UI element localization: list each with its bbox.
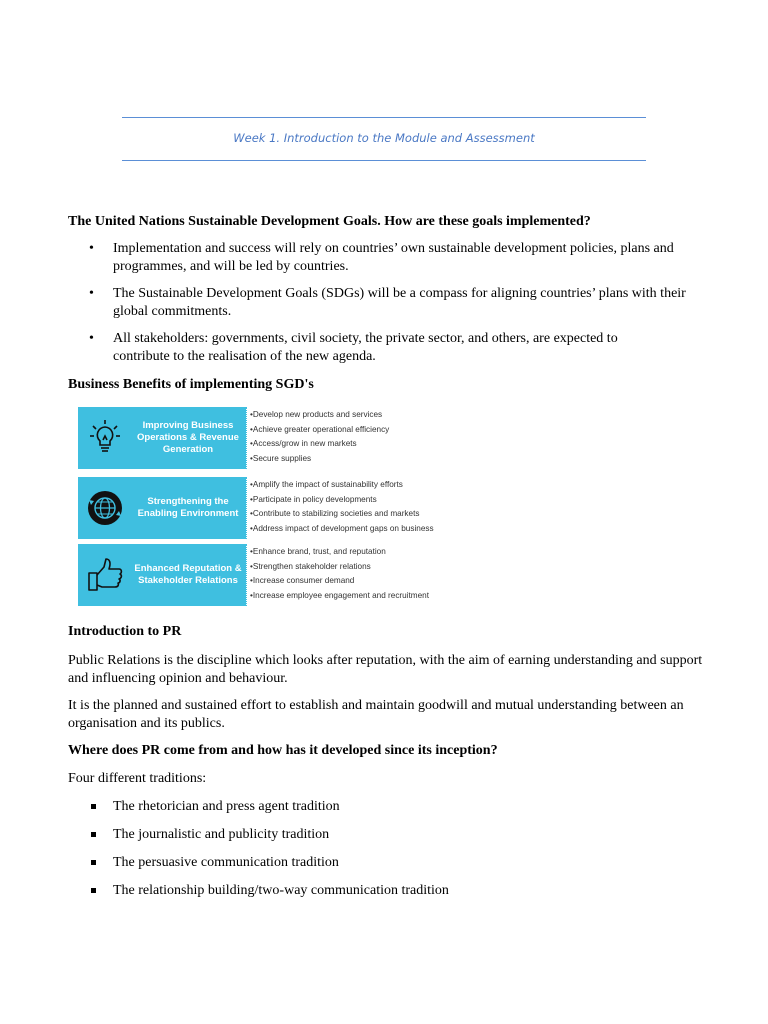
divider	[246, 477, 247, 539]
pr-heading: Introduction to PR	[68, 624, 182, 639]
list-item: • Participate in policy developments	[250, 493, 434, 508]
list-item: The relationship building/two-way communication tradition	[68, 882, 708, 900]
sdg-heading: The United Nations Sustainable Development Goals. How are these goals implemented?	[68, 214, 591, 229]
benefit-label: Enhanced Reputation & Stakeholder Relations	[134, 563, 242, 586]
header-bottom-rule	[122, 160, 646, 161]
business-benefits-graphic	[78, 407, 468, 607]
list-item: • Address impact of development gaps on business	[250, 522, 434, 537]
benefit-points	[250, 408, 389, 466]
list-item: • Access/grow in new markets	[250, 437, 389, 452]
traditions-list	[68, 798, 708, 900]
list-item: • Enhance brand, trust, and reputation	[250, 545, 429, 560]
divider	[246, 544, 247, 606]
benefit-points	[250, 478, 434, 536]
thumbs-up-icon	[78, 544, 132, 606]
list-item: The persuasive communication tradition	[68, 854, 708, 872]
benefit-row	[78, 477, 468, 539]
benefit-badge	[78, 407, 246, 469]
list-item: • Increase consumer demand	[250, 574, 429, 589]
list-item: • Develop new products and services	[250, 408, 389, 423]
list-item: • Secure supplies	[250, 452, 389, 467]
list-item: • Strengthen stakeholder relations	[250, 560, 429, 575]
list-item: • The Sustainable Development Goals (SDGs) will be a compass for aligning countries’ plans with their global commitments.	[68, 285, 708, 321]
benefit-badge	[78, 477, 246, 539]
sdg-bullet-list	[68, 240, 708, 366]
header-top-rule	[122, 117, 646, 118]
benefit-badge	[78, 544, 246, 606]
benefit-row	[78, 407, 468, 469]
traditions-intro: Four different traditions:	[68, 771, 207, 786]
list-item: • All stakeholders: governments, civil society, the private sector, and others, are expected to contribute to the realisation of the new agenda.	[68, 330, 708, 366]
globe-cycle-icon	[78, 477, 132, 539]
benefit-label: Improving Business Operations & Revenue Generation	[137, 420, 239, 455]
divider	[246, 407, 247, 469]
benefit-row	[78, 544, 468, 606]
document-body	[68, 213, 708, 910]
benefit-points	[250, 545, 429, 603]
pr-definition-paragraph: Public Relations is the discipline which looks after reputation, with the aim of earning understanding and support and influencing opinion and behaviour.	[68, 653, 703, 686]
list-item: The journalistic and publicity tradition	[68, 826, 708, 844]
list-item: The rhetorician and press agent tradition	[68, 798, 708, 816]
lightbulb-icon	[78, 407, 132, 469]
pr-origin-question: Where does PR come from and how has it developed since its inception?	[68, 743, 498, 758]
list-item: • Amplify the impact of sustainability efforts	[250, 478, 434, 493]
list-item: • Contribute to stabilizing societies and markets	[250, 507, 434, 522]
list-item: • Increase employee engagement and recruitment	[250, 589, 429, 604]
pr-effort-paragraph: It is the planned and sustained effort to establish and maintain goodwill and mutual understanding between an organisation and its publics.	[68, 698, 684, 731]
page-header-title: Week 1. Introduction to the Module and Assessment	[233, 131, 535, 145]
list-item: • Implementation and success will rely on countries’ own sustainable development policies, plans and programmes, and will be led by countries.	[68, 240, 708, 276]
benefits-heading: Business Benefits of implementing SGD's	[68, 377, 314, 392]
benefit-label: Strengthening the Enabling Environment	[137, 496, 239, 519]
list-item: • Achieve greater operational efficiency	[250, 423, 389, 438]
